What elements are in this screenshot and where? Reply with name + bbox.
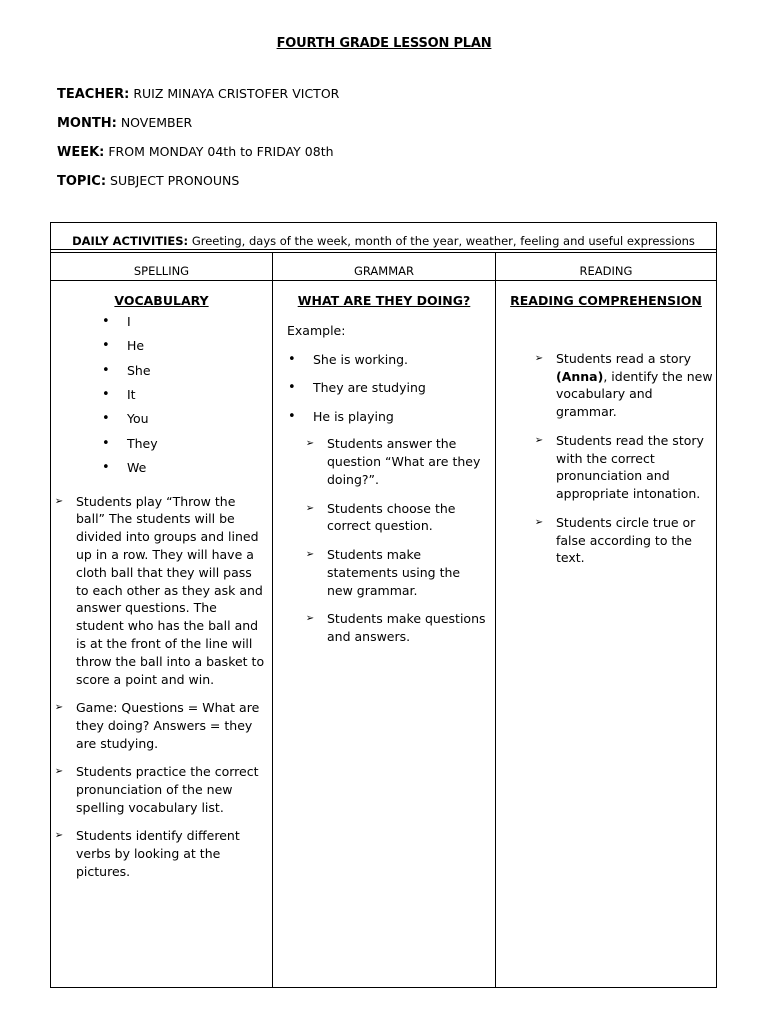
topic-label: TOPIC: (57, 174, 107, 189)
spelling-activities (52, 493, 268, 881)
reading-activities (532, 350, 714, 567)
arrow-bullet-icon: ➢ (54, 766, 64, 778)
week-line (57, 144, 334, 160)
page-title: FOURTH GRADE LESSON PLAN (276, 36, 492, 51)
list-item: ➢ Students identify different verbs by looking at the pictures. (52, 827, 268, 880)
list-item: ➢ Students choose the correct question. (303, 500, 487, 536)
month-value: NOVEMBER (120, 115, 193, 130)
arrow-bullet-icon: ➢ (305, 613, 315, 625)
list-item: • They are studying (273, 374, 495, 403)
arrow-bullet-icon: ➢ (54, 702, 64, 714)
list-item: ➢ Game: Questions = What are they doing? Answers = they are studying. (52, 699, 268, 752)
teacher-line (57, 86, 339, 102)
list-item: ➢ Students play “Throw the ball” The students will be divided into groups and lined up in a row. They will have a cloth ball that they will pass to each other as they ask and answer questions. The student who has the ball and is at the front of the line will throw the ball into a basket to score a point and win. (52, 493, 268, 689)
grammar-column (273, 281, 495, 987)
arrow-bullet-icon: ➢ (534, 352, 544, 364)
arrow-bullet-icon: ➢ (54, 495, 64, 507)
list-item: • We (51, 456, 272, 480)
list-item: • It (51, 383, 272, 407)
column-header-row (51, 252, 716, 281)
header-spelling: SPELLING (133, 264, 190, 278)
week-label: WEEK: (57, 145, 105, 160)
list-item: ➢ Students practice the correct pronunciation of the new spelling vocabulary list. (52, 763, 268, 816)
daily-activities-label: DAILY ACTIVITIES: (72, 234, 189, 248)
arrow-bullet-icon: ➢ (534, 516, 544, 528)
vocabulary-title: VOCABULARY (114, 293, 209, 308)
daily-activities-text: Greeting, days of the week, month of the year, weather, feeling and useful expressions (191, 234, 695, 248)
spelling-column (51, 281, 272, 987)
list-item: • She is working. (273, 346, 495, 375)
arrow-bullet-icon: ➢ (305, 502, 315, 514)
list-item: ➢ Students answer the question “What are they doing?”. (303, 435, 487, 488)
grammar-title: WHAT ARE THEY DOING? (297, 293, 471, 308)
reading-title: READING COMPREHENSION (510, 293, 702, 308)
list-item: ➢ Students make questions and answers. (303, 610, 487, 646)
arrow-bullet-icon: ➢ (54, 830, 64, 842)
lesson-table (50, 222, 717, 988)
teacher-label: TEACHER: (57, 87, 130, 102)
daily-activities-row (51, 223, 716, 250)
list-item: ➢ Students circle true or false according to the text. (532, 514, 714, 567)
list-item: • I (51, 310, 272, 334)
teacher-value: RUIZ MINAYA CRISTOFER VICTOR (133, 86, 340, 101)
list-item: ➢ Students read a story (Anna), identify the new vocabulary and grammar. (532, 350, 714, 421)
header-reading: READING (579, 264, 633, 278)
month-label: MONTH: (57, 116, 117, 131)
list-item: • She (51, 359, 272, 383)
list-item: • He is playing (273, 403, 495, 432)
topic-line (57, 173, 239, 189)
list-item: • He (51, 334, 272, 358)
topic-value: SUBJECT PRONOUNS (110, 173, 240, 188)
header-grammar: GRAMMAR (353, 264, 414, 278)
grammar-examples (273, 346, 495, 432)
list-item: ➢ Students make statements using the new grammar. (303, 546, 487, 599)
reading-column (496, 281, 716, 987)
week-value: FROM MONDAY 04th to FRIDAY 08th (108, 144, 334, 159)
month-line (57, 115, 192, 131)
list-item: ➢ Students read the story with the correct pronunciation and appropriate intonation. (532, 432, 714, 503)
example-label: Example: (287, 322, 346, 338)
arrow-bullet-icon: ➢ (305, 548, 315, 560)
list-item: • You (51, 407, 272, 431)
arrow-bullet-icon: ➢ (534, 434, 544, 446)
list-item: • They (51, 432, 272, 456)
vocabulary-list (51, 310, 272, 481)
grammar-activities (303, 435, 487, 645)
arrow-bullet-icon: ➢ (305, 438, 315, 450)
